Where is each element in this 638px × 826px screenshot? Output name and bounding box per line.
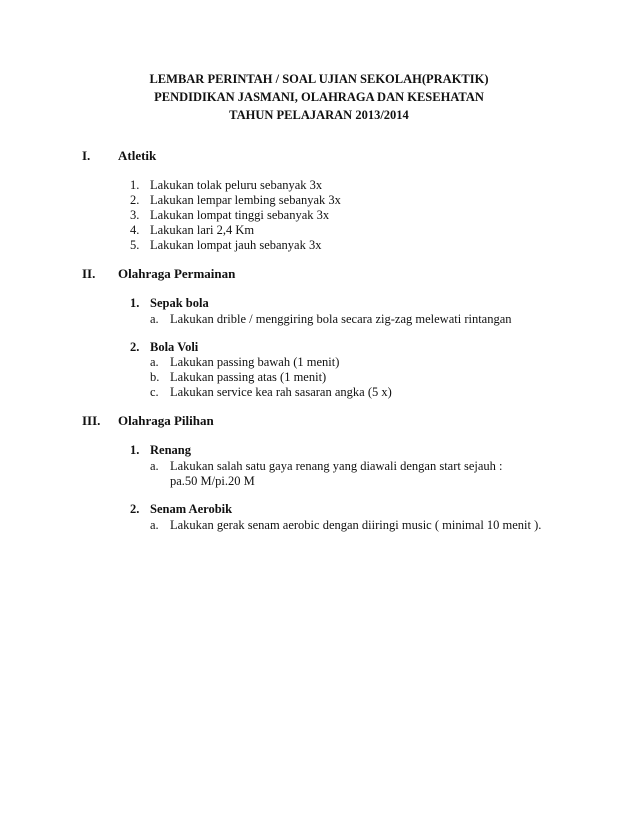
list-item-text: Lakukan passing bawah (1 menit): [170, 355, 340, 369]
list-item-text: Lakukan lari 2,4 Km: [150, 223, 255, 237]
list-item-letter: a.: [150, 518, 159, 532]
list-item-number: 2.: [130, 193, 140, 207]
list-item-number: 4.: [130, 223, 140, 237]
list-item-text: Lakukan salah satu gaya renang yang diawali dengan start sejauh :: [170, 459, 503, 473]
list-item-letter: a.: [150, 312, 159, 326]
list-item: [130, 238, 321, 253]
section-title: Olahraga Pilihan: [118, 413, 214, 428]
list-item-text: Lakukan lompat tinggi sebanyak 3x: [150, 208, 330, 222]
subsection-number: 1.: [130, 443, 140, 457]
section-title: Olahraga Permainan: [118, 266, 236, 281]
list-item-text: Lakukan passing atas (1 menit): [170, 370, 327, 384]
section-number: III.: [82, 413, 101, 428]
list-item: [150, 355, 339, 370]
list-item-number: 3.: [130, 208, 140, 222]
list-item-number: 5.: [130, 238, 140, 252]
section-number: II.: [82, 266, 96, 281]
list-item-continuation: pa.50 M/pi.20 M: [170, 474, 255, 488]
list-item-text: Lakukan service kea rah sasaran angka (5 x): [170, 385, 392, 399]
list-item: [150, 370, 326, 385]
list-item: [150, 385, 392, 400]
subsection-number: 1.: [130, 296, 140, 310]
list-item: [130, 193, 341, 208]
document-header: [0, 70, 638, 124]
list-item: [150, 459, 503, 474]
header-subject-line: PENDIDIKAN JASMANI, OLAHRAGA DAN KESEHATAN: [154, 90, 484, 104]
list-item: [150, 312, 512, 327]
list-item-text: Lakukan lempar lembing sebanyak 3x: [150, 193, 341, 207]
list-item: [150, 518, 541, 533]
list-item-letter: a.: [150, 355, 159, 369]
list-item-text: Lakukan gerak senam aerobic dengan diiringi music ( minimal 10 menit ).: [170, 518, 542, 532]
subsection-title: Sepak bola: [150, 296, 209, 310]
list-item-text: Lakukan lompat jauh sebanyak 3x: [150, 238, 322, 252]
section-number: I.: [82, 148, 91, 163]
subsection-title: Senam Aerobik: [150, 502, 233, 516]
section-title: Atletik: [118, 148, 157, 163]
list-item-letter: b.: [150, 370, 160, 384]
subsection-heading: [130, 502, 232, 517]
list-item: [130, 223, 254, 238]
header-year-line: TAHUN PELAJARAN 2013/2014: [229, 108, 409, 122]
list-item: [130, 208, 329, 223]
list-item-text: Lakukan tolak peluru sebanyak 3x: [150, 178, 323, 192]
list-item-letter: c.: [150, 385, 159, 399]
list-item-number: 1.: [130, 178, 140, 192]
list-item: [130, 178, 322, 193]
list-item-text: Lakukan drible / menggiring bola secara zig-zag melewati rintangan: [170, 312, 512, 326]
subsection-title: Renang: [150, 443, 191, 457]
subsection-number: 2.: [130, 502, 140, 516]
subsection-title: Bola Voli: [150, 340, 199, 354]
subsection-heading: [130, 340, 198, 355]
subsection-heading: [130, 296, 209, 311]
subsection-number: 2.: [130, 340, 140, 354]
header-title-line: LEMBAR PERINTAH / SOAL UJIAN SEKOLAH(PRAKTIK): [149, 72, 489, 86]
list-item-letter: a.: [150, 459, 159, 473]
subsection-heading: [130, 443, 191, 458]
